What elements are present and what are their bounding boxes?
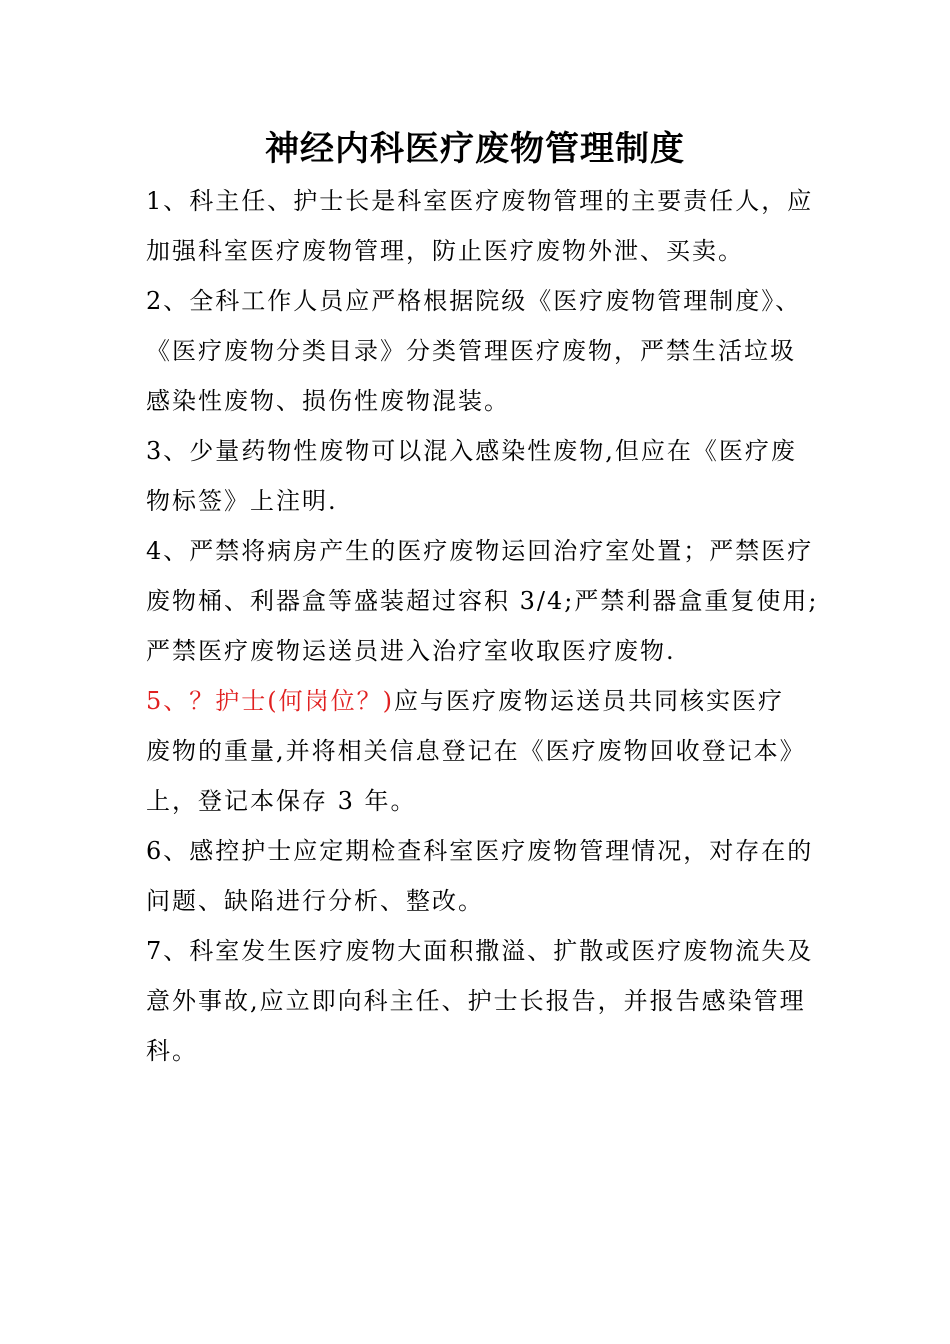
rule-paragraph-6 [146,826,814,926]
document-body [146,176,819,1076]
paragraph-line: 上，登记本保存 3 年。 [146,787,417,815]
paragraph-line: 感染性废物、损伤性废物混装。 [146,387,510,415]
rule-paragraph-1 [146,176,814,276]
paragraph-line: 加强科室医疗废物管理，防止医疗废物外泄、买卖。 [146,237,744,265]
highlighted-question-text: 5、？护士(何岗位？) [146,687,394,715]
paragraph-line: 废物的重量,并将相关信息登记在《医疗废物回收登记本》 [146,737,806,765]
paragraph-line: 意外事故,应立即向科主任、护士长报告，并报告感染管理 [146,987,806,1015]
paragraph-line: 科。 [146,1037,198,1065]
rule-paragraph-3 [146,426,814,526]
paragraph-line: 严禁医疗废物运送员进入治疗室收取医疗废物. [146,637,676,665]
rule-paragraph-4 [146,526,819,676]
paragraph-line [146,676,814,726]
paragraph-line-rest: 应与医疗废物运送员共同核实医疗 [394,687,784,715]
rule-paragraph-2 [146,276,814,426]
paragraph-line: 2、全科工作人员应严格根据院级《医疗废物管理制度》、 [146,287,802,315]
paragraph-line: 6、感控护士应定期检查科室医疗废物管理情况，对存在的 [146,837,814,865]
paragraph-line: 1、科主任、护士长是科室医疗废物管理的主要责任人，应 [146,187,814,215]
paragraph-line: 《医疗废物分类目录》分类管理医疗废物，严禁生活垃圾 [146,337,796,365]
rule-paragraph-7 [146,926,814,1076]
paragraph-line: 3、少量药物性废物可以混入感染性废物,但应在《医疗废 [146,437,797,465]
paragraph-line: 7、科室发生医疗废物大面积撒溢、扩散或医疗废物流失及 [146,937,814,965]
rule-paragraph-5 [146,676,814,826]
paragraph-line: 问题、缺陷进行分析、整改。 [146,887,484,915]
paragraph-line: 物标签》上注明. [146,487,338,515]
document-title: 神经内科医疗废物管理制度 [265,129,685,169]
paragraph-line: 废物桶、利器盒等盛装超过容积 3/4;严禁利器盒重复使用; [146,587,819,615]
paragraph-line: 4、严禁将病房产生的医疗废物运回治疗室处置；严禁医疗 [146,537,814,565]
